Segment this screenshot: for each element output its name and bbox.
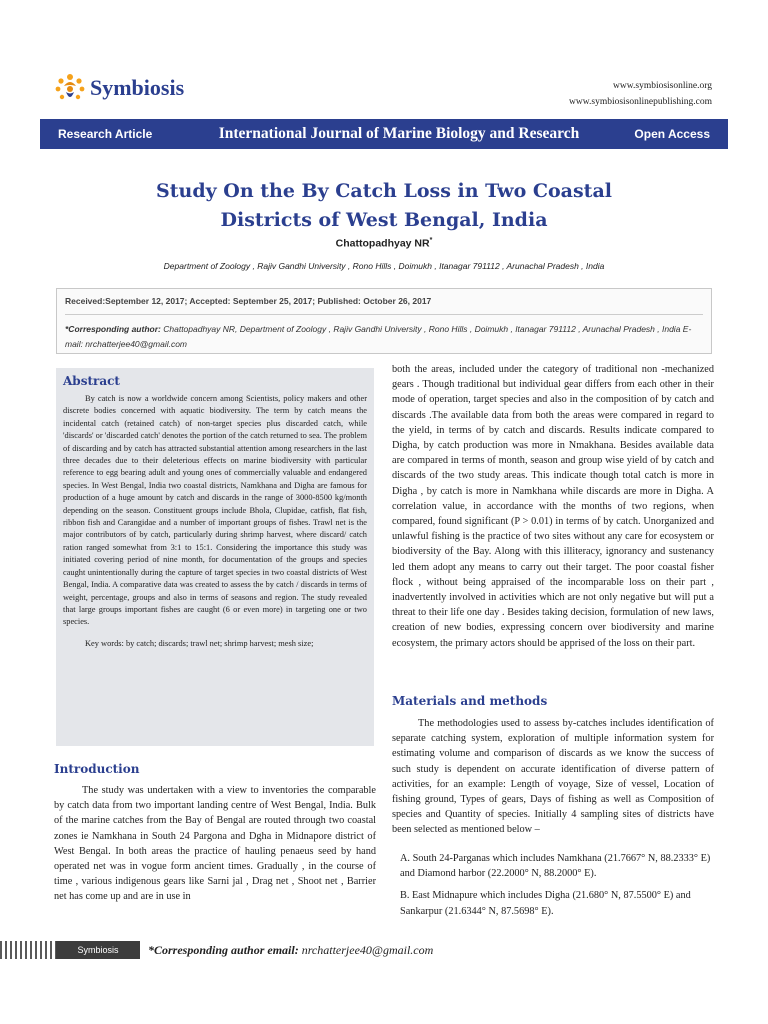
paper-title [60,177,708,235]
abstract-body: By catch is now a worldwide concern among Scientists, policy makers and other discrete bodies concerned with aquatic biodiversity. The term by catch means the incidental catch (retained catch) of non-target species plus discarded catch, while 'discards' or 'discarded catch' denotes the portion of the catch returned to sea. The problem of discarding and by catch has attracted substantial attention among researchers in the last three decades due to their deleterious effects on marine biodiversity with particular reference to egg bearing adult and young ones of commercially valuable and endangered species. In West Bengal, India two coastal districts, Namkhana and Digha are famous for production of a huge amount by catch and discards in the range of 3000-8500 kg/month depending on the season. Constituent groups include Bhola, Clupidae, catfish, flat fish, ribbon fish and Carangidae and a number of important groups of fishes. Trawl net is the major contributors of by catch, particularly during shrimp harvest, where discard/ catch ration ranged somewhat from 3:1 to 15:1. Considering the importance this study was initiated covering period of nine month, for documentation of the groups and species caught unintentionally during the capture of target species in two coastal districts of West Bengal, India. A comparative data was created to assess the by catch / discards in terms of weight, percentage, groups and also in terms of seasons and region. The study revealed that large groups important fishes are caught (6 or even more) in targeting one or two species. [63,394,367,627]
keywords: Key words: by catch; discards; trawl net; shrimp harvest; mesh size; [85,638,314,648]
introduction-body: The study was undertaken with a view to inventories the comparable by catch data from two important landing centre of West Bengal, India. Bulk of the marine catches from the Bay of Bengal are routed through two coastal zones ie Namkhana in South 24 Pargona and Dgha in Midnapore district of West Bengal. In both areas the practice of hauling penaeus seed by hand operated net was in vogue form ancient times. Gradually , in the course of time , various indigenous gears like Sarni jal , Drag net , Shoot net , Barrier net has come up and are in use in [54,785,376,903]
list-item: B. East Midnapure which includes Digha (21.680° N, 87.5500° E) and Sankarpur (21.6344° N, 87.5698° E). [400,890,691,917]
footer-stripes [0,941,56,959]
affiliation: Department of Zoology , Rajiv Gandhi University , Rono Hills , Doimukh , Itanagar 791112 , Arunachal Pradesh , India [163,261,605,271]
corresponding-author-info [65,322,703,352]
right-column-paragraph-1: both the areas, included under the category of traditional non -mechanized gears . Though traditional but individual gear differs from each other in their mode of operation, target species and also in the composition of by catch and discards .The available data from both the areas were compared in regard to the yield, in terms of by catch and discards. Results indicate compared to Digha, by catch production was more in Nmakhana. Besides available data are compared in terms of month, season and group wise yield of by catch and discards of the two study areas. This indicate though total catch is more in Digha , by catch is more in Namkhana while discards are more in Digha. A correlation value, in accordance with the months of two regions, when compared, found significant (P > 0.01) in terms of by catch. Unorganized and unlawful fishing is the practice of two sites without any care for ecosystem or biodiversity of the Bay. Along with this illiteracy, ignorancy and sustenancy led them adopt any means to carry out their target. The poor coastal fisher flock , without being appraised of the incomparable loss on their part , inadvertently involved in activities which are not only negative but will put a threat to their life one day . Besides taking decision, formulation of new laws, creation of new bodies, expressing concern over biodiversity and marine ecosystem, the primary actors should be apprised of the loss on their part. [392,364,714,649]
footer-group-label: Symbiosis Group [56,941,140,959]
footer-corresponding [148,943,433,958]
title-line-1: Study On the By Catch Loss in Two Coastal [156,180,612,202]
journal-name: International Journal of Marine Biology and Research [218,125,580,142]
info-divider [65,314,703,315]
url-link-2[interactable]: www.symbiosisonlinepublishing.com [569,97,712,107]
materials-methods-heading: Materials and methods [392,694,548,708]
introduction-heading: Introduction [54,762,140,776]
article-info-box [56,288,712,354]
page-footer [0,939,768,973]
header-urls [569,78,712,110]
footer-corr-label: *Corresponding author email: [148,942,299,957]
journal-banner [40,119,728,149]
author-name: Chattopadhyay NR [335,237,430,250]
abstract-box [56,368,374,746]
corr-label: *Corresponding author: [65,324,161,334]
footer-email[interactable]: nrchatterjee40@gmail.com [301,942,434,957]
author [60,237,708,250]
sampling-sites-list [392,851,714,926]
symbiosis-sun-icon [54,72,86,104]
article-type: Research Article [58,127,153,141]
url-link-1[interactable]: www.symbiosisonline.org [613,81,712,91]
symbiosis-logo [54,72,184,104]
title-line-2: Districts of West Bengal, India [220,209,548,231]
abstract-heading: Abstract [63,374,120,388]
materials-methods-body: The methodologies used to assess by-catches includes identification of separate catching system, exploration of multiple information system for estimating volume and comparison of discards as we know the success of such study is dependent on accurate identification of diverse pattern of activities, for an example: Length of voyage, Size of vessel, Location of fishing ground, Types of gears, Days of fishing as well as Composition of species and Quantity of species. Initially 4 sampling sites of districts have been selected as mentioned below – [392,718,714,836]
corr-text: Chattopadhyay NR, Department of Zoology , Rajiv Gandhi University , Rono Hills , Doimukh , Itanagar 791112 , Arunachal Pradesh , India E-mail: nrchatterjee40@gmail.com [65,324,692,349]
logo-text: Symbiosis [90,75,185,100]
publication-dates: Received:September 12, 2017; Accepted: September 25, 2017; Published: October 26, 2017 [65,296,432,306]
open-access-label: Open Access [634,127,710,141]
list-item: A. South 24-Parganas which includes Namkhana (21.7667° N, 88.2333° E) and Diamond harbor (22.2000° N, 88.2000° E). [400,853,711,880]
author-mark: * [429,237,433,244]
